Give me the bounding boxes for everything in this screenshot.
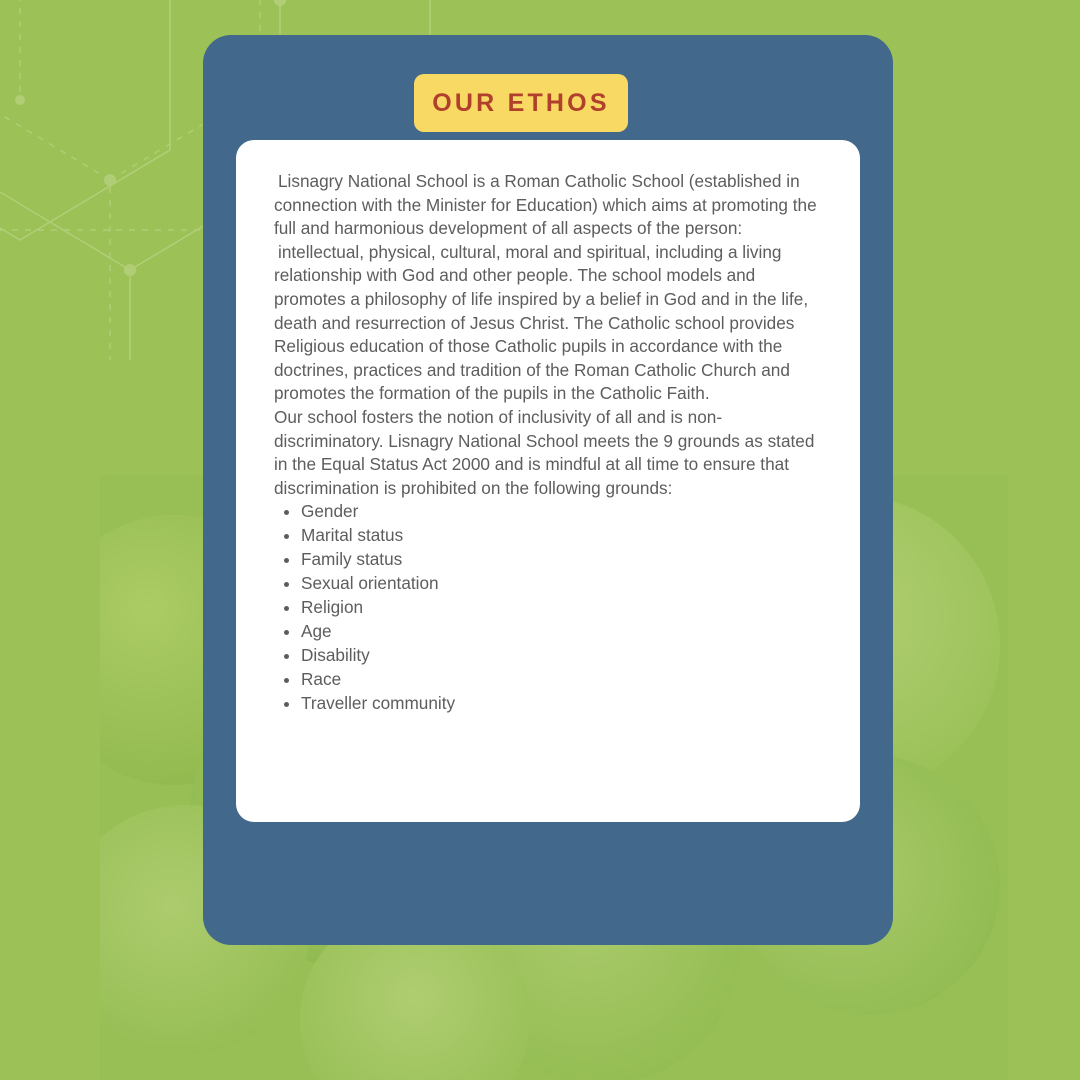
list-item: • Race bbox=[301, 668, 822, 692]
content-panel bbox=[236, 140, 860, 822]
list-item: • Traveller community bbox=[301, 692, 822, 716]
paragraph-3: Our school fosters the notion of inclusivity of all and is non-discriminatory. Lisnagry National School meets the 9 grounds as stated in the Equal Status Act 2000 and is mindful at all time to ensure that discrimination is prohibited on the following grounds: bbox=[274, 406, 815, 498]
paragraph-1: Lisnagry National School is a Roman Catholic School (established in connection with the Minister for Education) which aims at promoting the full and harmonious development of all aspects of the person: bbox=[274, 171, 817, 239]
list-item: • Disability bbox=[301, 644, 822, 668]
list-item: • Sexual orientation bbox=[301, 572, 822, 596]
page-title-badge bbox=[414, 74, 628, 132]
list-item: • Gender bbox=[301, 500, 822, 524]
list-item: • Age bbox=[301, 620, 822, 644]
equality-grounds-list bbox=[274, 500, 822, 715]
ethos-body-text bbox=[274, 170, 822, 715]
list-item: • Religion bbox=[301, 596, 822, 620]
list-item: • Marital status bbox=[301, 524, 822, 548]
page-title: OUR ETHOS bbox=[432, 88, 610, 117]
paragraph-2: intellectual, physical, cultural, moral and spiritual, including a living relationship with God and other people. The school models and promotes a philosophy of life inspired by a belief in God and in the life, death and resurrection of Jesus Christ. The Catholic school provides Religious education of those Catholic pupils in accordance with the doctrines, practices and tradition of the Roman Catholic Church and promotes the formation of the pupils in the Catholic Faith. bbox=[274, 241, 809, 404]
list-item: • Family status bbox=[301, 548, 822, 572]
